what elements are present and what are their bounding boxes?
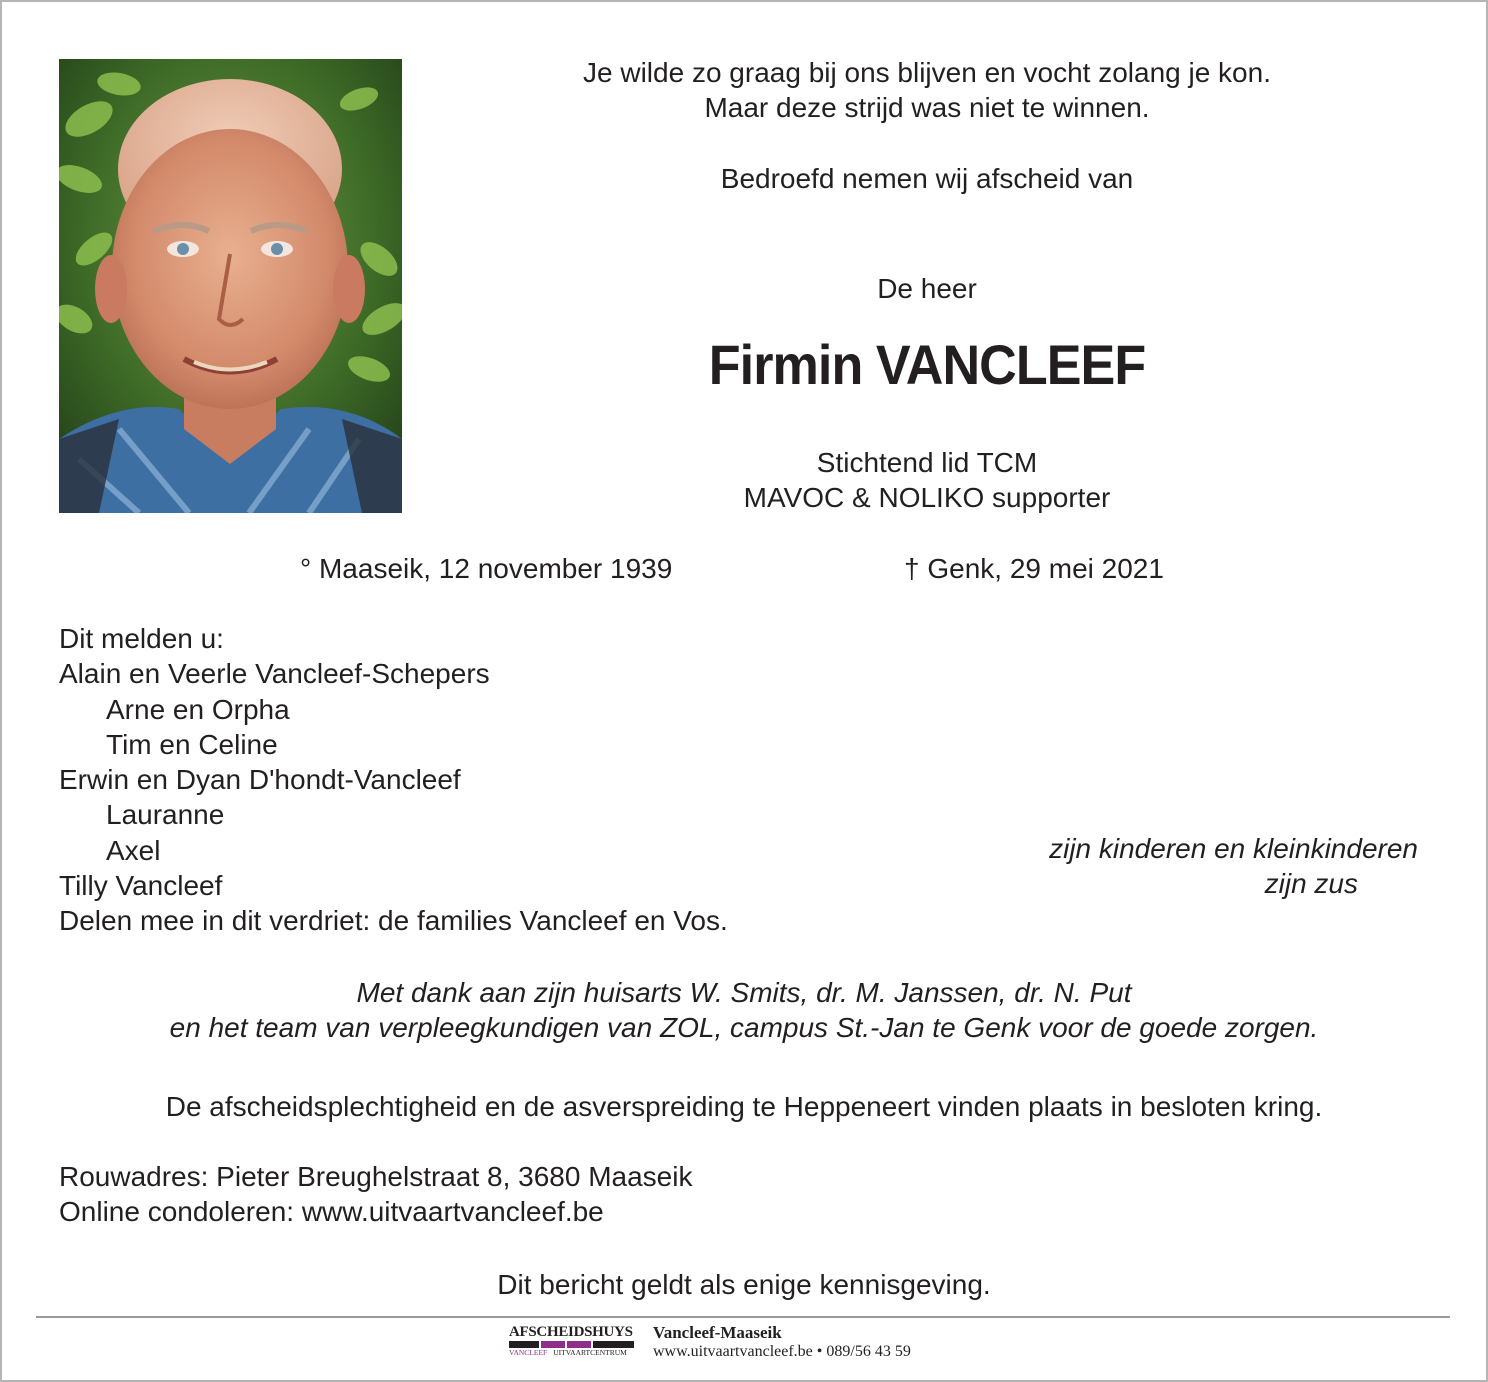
affiliations <box>517 445 1337 515</box>
portrait-illustration <box>59 59 402 513</box>
thanks-line-2: en het team van verpleegkundigen van ZOL, campus St.-Jan te Genk voor de goede zorgen. <box>169 1012 1319 1043</box>
announcers-list <box>59 621 728 939</box>
relation-sister: zijn zus <box>1264 868 1358 899</box>
thanks-line-1: Met dank aan zijn huisarts W. Smits, dr. M. Janssen, dr. N. Put <box>356 977 1132 1008</box>
notice-text: Dit bericht geldt als enige kennisgeving. <box>497 1269 991 1300</box>
poem <box>517 55 1337 125</box>
logo-title: AFSCHEIDSHUYS <box>509 1324 633 1340</box>
logo-subtitle <box>509 1348 634 1358</box>
logo-right-text: UITVAARTCENTRUM <box>553 1348 627 1357</box>
list-item: Arne en Orpha <box>106 693 290 725</box>
list-item: Axel <box>106 834 161 866</box>
affiliation-1: Stichtend lid TCM <box>816 447 1038 478</box>
company-contact: www.uitvaartvancleef.be • 089/56 43 59 <box>653 1343 911 1360</box>
address-text: Rouwadres: Pieter Breughelstraat 8, 3680 Maaseik <box>59 1161 693 1192</box>
funeral-home-info <box>653 1324 911 1362</box>
list-item: Erwin en Dyan D'hondt-Vancleef <box>59 764 461 796</box>
intro-text: Bedroefd nemen wij afscheid van <box>720 163 1134 194</box>
death-info: † Genk, 29 mei 2021 <box>904 553 1164 584</box>
poem-line-2: Maar deze strijd was niet te winnen. <box>704 92 1150 123</box>
list-item: Tilly Vancleef <box>59 870 223 902</box>
funeral-home-logo <box>509 1324 634 1360</box>
list-item: Delen mee in dit verdriet: de families Vancleef en Vos. <box>59 905 728 937</box>
footer-divider <box>36 1316 1450 1318</box>
list-item: Tim en Celine <box>106 728 278 760</box>
deceased-name: Firmin VANCLEEF <box>708 333 1146 396</box>
relation-children: zijn kinderen en kleinkinderen <box>1049 833 1418 864</box>
logo-left-text: VANCLEEF <box>509 1348 548 1357</box>
portrait-photo <box>59 59 402 513</box>
condolences-text: Online condoleren: www.uitvaartvancleef.be <box>59 1196 604 1227</box>
announcers-heading: Dit melden u: <box>59 623 224 654</box>
ceremony-text: De afscheidsplechtigheid en de asverspreiding te Heppeneert vinden plaats in besloten kring. <box>165 1091 1323 1122</box>
birth-info: ° Maaseik, 12 november 1939 <box>300 553 673 584</box>
salutation: De heer <box>877 273 977 304</box>
logo-bars <box>509 1341 634 1348</box>
company-name: Vancleef-Maaseik <box>653 1323 782 1342</box>
list-item: Lauranne <box>106 799 225 831</box>
poem-line-1: Je wilde zo graag bij ons blijven en vocht zolang je kon. <box>583 57 1271 88</box>
affiliation-2: MAVOC & NOLIKO supporter <box>743 482 1111 513</box>
list-item: Alain en Veerle Vancleef-Schepers <box>59 658 490 690</box>
